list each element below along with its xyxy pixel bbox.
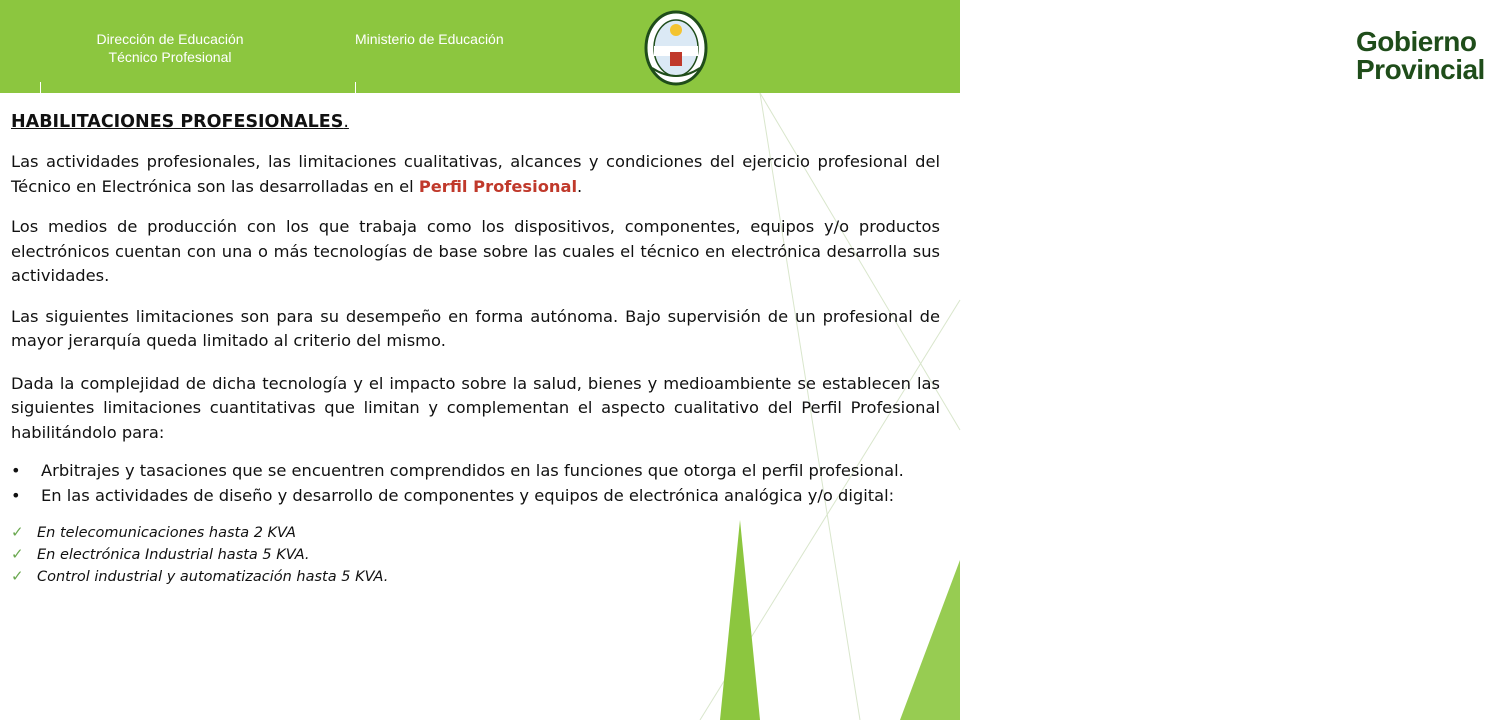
header-divider [355, 82, 356, 93]
brand-line1: Gobierno [1356, 26, 1477, 57]
bullet-icon: • [11, 485, 21, 505]
government-logo [640, 8, 1485, 88]
bullet-list [11, 459, 940, 508]
list-item [11, 459, 940, 484]
paragraph-means: Los medios de producción con los que trabaja como los dispositivos, componentes, equipos y/o productos electrónicos cuentan con una o más tecnologías de base sobre las cuales el técnico en electrónica desarrolla sus actividades. [11, 217, 940, 285]
corrientes-seal-icon [640, 8, 712, 88]
check-list [11, 522, 940, 588]
list-item [11, 484, 940, 509]
paragraph-intro [11, 150, 940, 199]
header-ministry: Ministerio de Educación [355, 31, 504, 47]
page-title [11, 110, 940, 134]
list-item [11, 566, 940, 588]
list-item [11, 522, 940, 544]
main-content [11, 110, 940, 588]
brand-wordmark [1356, 28, 1485, 84]
header-directorate-line2: Técnico Profesional [108, 49, 232, 65]
list-item [11, 544, 940, 566]
header-divider [40, 82, 41, 93]
page-title-text: HABILITACIONES PROFESIONALES [11, 112, 344, 132]
list-item-text: En las actividades de diseño y desarrollo de componentes y equipos de electrónica analógica y/o digital: [41, 485, 895, 505]
list-item-text: Control industrial y automatización hasta 5 KVA. [37, 569, 389, 585]
header-directorate-line1: Dirección de Educación [96, 31, 244, 47]
header-directorate [40, 30, 300, 66]
list-item-text: Arbitrajes y tasaciones que se encuentren comprendidos en las funciones que otorga el perfil profesional. [41, 461, 904, 480]
profile-highlight: Perfil Profesional [418, 176, 578, 196]
paragraph-intro-end: . [577, 176, 583, 196]
paragraph-intro-text: Las actividades profesionales, las limitaciones cualitativas, alcances y condiciones del ejercicio profesional del Técnico en Electrónica son las desarrolladas en el [11, 152, 940, 196]
paragraph-limitations: Dada la complejidad de dicha tecnología y el impacto sobre la salud, bienes y medioambiente se establecen las siguientes limitaciones cuantitativas que limitan y complementan el aspecto cualitativo del Perfil Profesional habilitándolo para: [11, 373, 940, 442]
page-title-suffix: . [343, 112, 349, 132]
header-bar [0, 0, 1485, 93]
checkmark-icon: ✓ [11, 523, 24, 541]
checkmark-icon: ✓ [11, 545, 24, 563]
paragraph-autonomy: Las siguientes limitaciones son para su desempeño en forma autónoma. Bajo supervisión de un profesional de mayor jerarquía queda limitado al criterio del mismo. [11, 306, 940, 350]
checkmark-icon: ✓ [11, 567, 24, 585]
list-item-text: En electrónica Industrial hasta 5 KVA. [37, 547, 310, 563]
brand-line2: Provincial [1356, 54, 1485, 85]
list-item-text: En telecomunicaciones hasta 2 KVA [37, 525, 296, 541]
bullet-icon: • [11, 461, 21, 480]
